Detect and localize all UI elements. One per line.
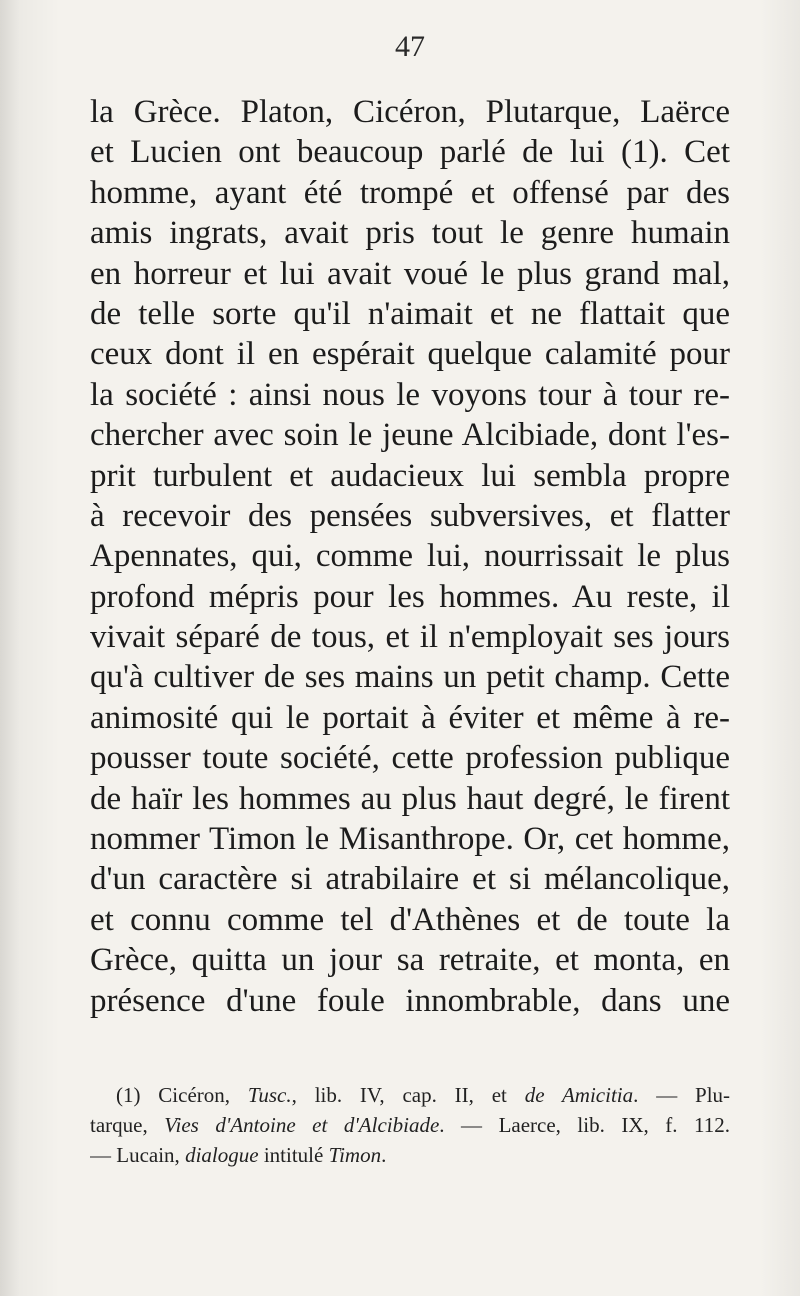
text-line: et connu comme tel d'Athènes et de toute la [90,901,730,938]
footnote [90,1080,730,1170]
page-number: 47 [395,30,425,63]
text-line: Grèce, quitta un jour sa retraite, et monta, en [90,942,730,979]
text-line: nommer Timon le Misanthrope. Or, cet homme, [90,821,730,858]
text-line: de haïr les hommes au plus haut degré, le firent [90,780,730,817]
text-line: pousser toute société, cette profession publique [90,740,730,777]
text-line: vivait séparé de tous, et il n'employait ses jours [90,619,730,656]
text-line: profond mépris pour les hommes. Au reste, il [90,578,730,615]
text-line: homme, ayant été trompé et offensé par des [90,174,730,211]
text-line: de telle sorte qu'il n'aimait et ne flattait que [90,295,730,332]
text-line: d'un caractère si atrabilaire et si mélancolique, [90,861,730,898]
text-line: à recevoir des pensées subversives, et flatter [90,497,730,534]
text-line: la société : ainsi nous le voyons tour à tour re- [90,376,730,413]
text-line: chercher avec soin le jeune Alcibiade, dont l'es- [90,417,730,454]
text-line: et Lucien ont beaucoup parlé de lui (1). Cet [90,134,730,171]
text-line: qu'à cultiver de ses mains un petit champ. Cette [90,659,730,696]
text-line: en horreur et lui avait voué le plus grand mal, [90,255,730,292]
text-line: ceux dont il en espérait quelque calamité pour [90,336,730,373]
text-line: amis ingrats, avait pris tout le genre humain [90,215,730,252]
text-line: prit turbulent et audacieux lui sembla propre [90,457,730,494]
text-line: animosité qui le portait à éviter et même à re- [90,699,730,736]
footnote-line: (1) Cicéron, Tusc., lib. IV, cap. II, et de Amicitia. — Plu- [116,1083,730,1107]
footnote-line: tarque, Vies d'Antoine et d'Alcibiade. — Laerce, lib. IX, f. 112. [90,1113,730,1137]
footnote-line: — Lucain, dialogue intitulé Timon. [90,1143,387,1167]
body-text [90,92,730,1021]
text-line: présence d'une foule innombrable, dans une [90,982,730,1019]
text-line: Apennates, qui, comme lui, nourrissait le plus [90,538,730,575]
text-line: la Grèce. Platon, Cicéron, Plutarque, Laërce [90,94,730,130]
